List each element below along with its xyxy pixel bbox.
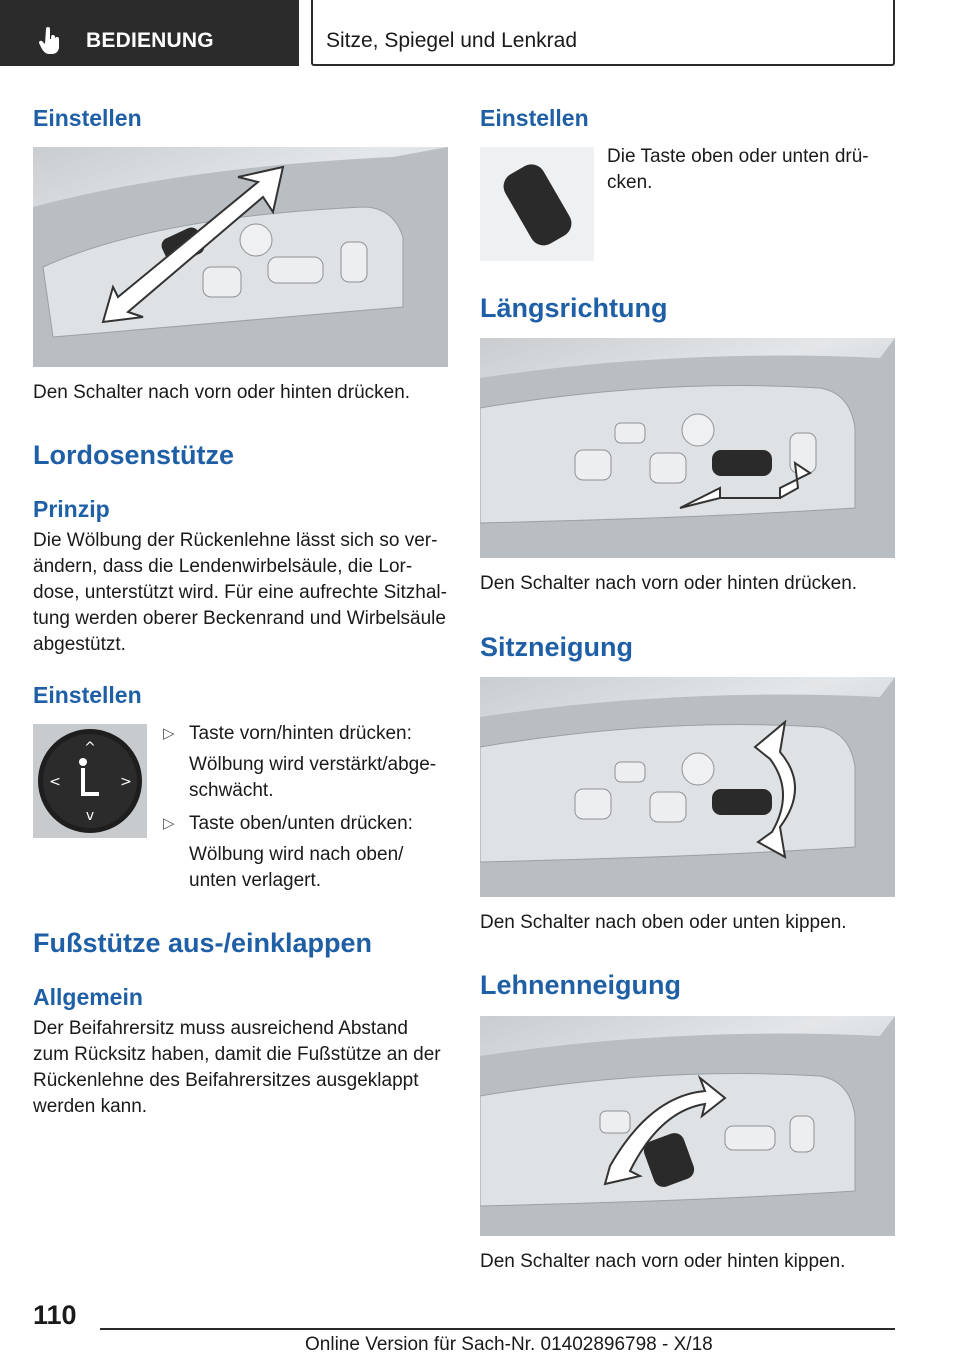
footer-online-version: Online Version für Sach-Nr. 01402896798 - X/18 [305, 1334, 713, 1355]
heading-sitzneigung: Sitzneigung [480, 632, 633, 662]
prinzip-text [33, 528, 447, 658]
heading-lordosenstuetze: Lordosenstütze [33, 440, 235, 470]
heading-einstellen-2: Einstellen [33, 682, 142, 708]
page-number: 110 [33, 1300, 77, 1330]
hand-pointer-icon [38, 27, 62, 55]
seat-switch-image-lehnen [480, 1016, 895, 1236]
heading-laengsrichtung: Längsrichtung [480, 293, 668, 323]
footer-divider [100, 1328, 895, 1330]
seat-switch-image-laengs [480, 338, 895, 558]
caption-1: Den Schalter nach vorn oder hinten drücken. [33, 382, 411, 403]
seat-switch-image-sitzneigung [480, 677, 895, 897]
caption-lehnen: Den Schalter nach vorn oder hinten kippen. [480, 1251, 846, 1272]
triangle-bullet-icon: ▷ [163, 815, 175, 832]
prinzip-line: ändern, dass die Lendenwirbelsäule, die Lor‐ [33, 556, 413, 577]
heading-prinzip: Prinzip [33, 496, 110, 522]
bullet-2-detail: Wölbung wird nach oben/ unten verlagert. [189, 844, 404, 891]
caption-sitzneigung: Den Schalter nach oben oder unten kippen. [480, 912, 847, 933]
svg-text:^: ^ [84, 740, 96, 756]
lumbar-button-image [480, 147, 594, 261]
prinzip-line: abgestützt. [33, 634, 126, 655]
allgemein-text: Der Beifahrersitz muss ausreichend Abstand zum Rücksitz haben, damit die Fußstütze an der Rückenlehne des Beifahrersitzes ausgeklappt werden kann. [33, 1018, 441, 1117]
prinzip-line: Die Wölbung der Rückenlehne lässt sich so ver‐ [33, 530, 438, 551]
seat-switch-image-1 [33, 147, 448, 367]
bullet-1-detail: Wölbung wird verstärkt/abge‐ schwächt. [189, 754, 437, 801]
triangle-bullet-icon: ▷ [163, 725, 175, 742]
prinzip-line: dose, unterstützt wird. Für eine aufrechte Sitzhal‐ [33, 582, 447, 603]
heading-einstellen-1: Einstellen [33, 105, 142, 131]
svg-text:v: v [85, 808, 95, 824]
prinzip-line: tung werden oberer Beckenrand und Wirbelsäule [33, 608, 446, 629]
svg-text:<: < [49, 774, 61, 790]
heading-allgemein: Allgemein [33, 984, 143, 1010]
header-chapter-box [311, 0, 895, 66]
lordosis-knob-image [33, 724, 147, 838]
heading-lehnenneigung: Lehnenneigung [480, 970, 681, 1000]
chapter-title: Sitze, Spiegel und Lenkrad [326, 29, 578, 52]
section-label: BEDIENUNG [86, 29, 214, 52]
heading-einstellen-right: Einstellen [480, 105, 589, 131]
header-section-tab [0, 0, 299, 66]
svg-text:>: > [120, 774, 132, 790]
einstellen-right-text: Die Taste oben oder unten drü‐ cken. [607, 146, 869, 193]
caption-laengs: Den Schalter nach vorn oder hinten drücken. [480, 573, 858, 594]
heading-fussstuetze: Fußstütze aus-/einklappen [33, 928, 373, 958]
